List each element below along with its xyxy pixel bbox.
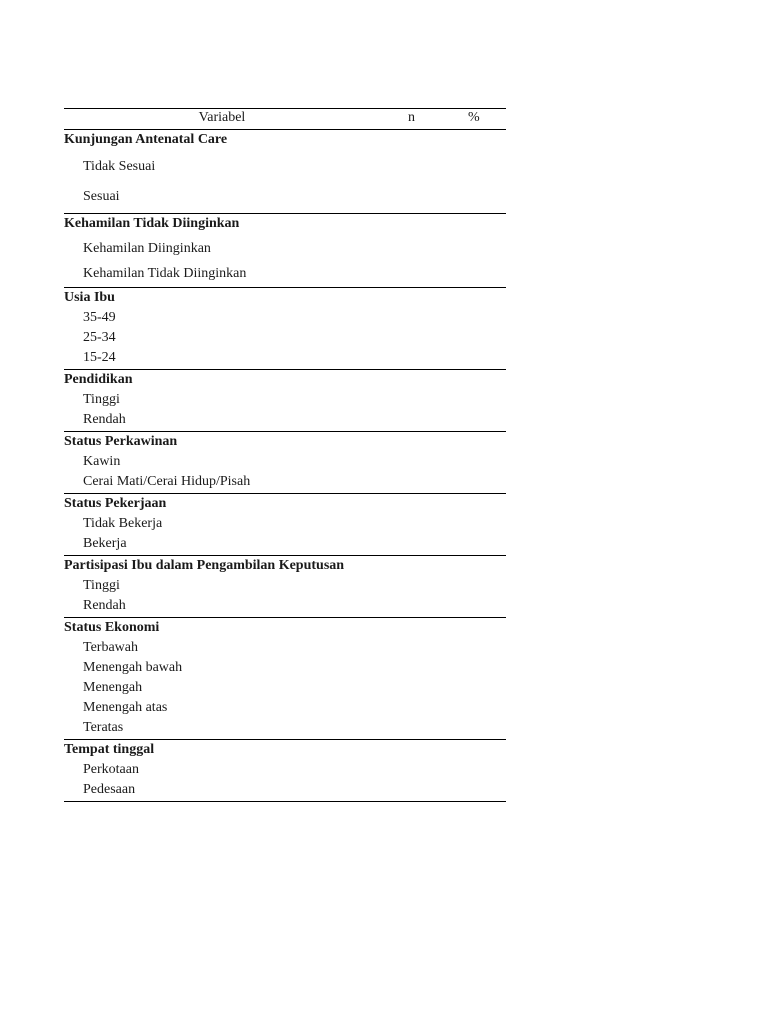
group-kehamilan-tidak-diinginkan: [64, 214, 506, 288]
list-item: Teratas: [83, 720, 124, 735]
group-pendidikan: [64, 370, 506, 432]
group-partisipasi-ibu: [64, 556, 506, 618]
variable-table: [64, 108, 506, 802]
list-item: Menengah bawah: [83, 660, 183, 675]
list-item: Perkotaan: [83, 762, 139, 777]
list-item: Terbawah: [83, 640, 138, 655]
group-status-perkawinan: [64, 432, 506, 494]
list-item: Kehamilan Diinginkan: [83, 241, 211, 256]
group-title: Usia Ibu: [64, 290, 115, 305]
list-item: Menengah atas: [83, 700, 168, 715]
list-item: Tidak Sesuai: [83, 159, 156, 174]
group-title: Pendidikan: [64, 372, 133, 387]
list-item: Bekerja: [83, 536, 127, 551]
list-item: Tidak Bekerja: [83, 516, 163, 531]
list-item: Cerai Mati/Cerai Hidup/Pisah: [83, 474, 251, 489]
group-kunjungan-antenatal-care: [64, 130, 506, 214]
list-item: Kehamilan Tidak Diinginkan: [83, 266, 247, 281]
group-title: Kehamilan Tidak Diinginkan: [64, 216, 240, 231]
list-item: Menengah: [83, 680, 143, 695]
list-item: 25-34: [83, 330, 116, 345]
header-variable: Variabel: [198, 110, 246, 125]
group-title: Kunjungan Antenatal Care: [64, 132, 228, 147]
group-title: Status Perkawinan: [64, 434, 178, 449]
header-n: n: [408, 110, 415, 125]
list-item: Rendah: [83, 598, 126, 613]
group-title: Partisipasi Ibu dalam Pengambilan Keputusan: [64, 558, 345, 573]
table-header: [64, 109, 506, 130]
group-usia-ibu: [64, 288, 506, 370]
list-item: Sesuai: [83, 189, 120, 204]
group-status-ekonomi: [64, 618, 506, 740]
group-title: Tempat tinggal: [64, 742, 155, 757]
group-title: Status Ekonomi: [64, 620, 160, 635]
header-percent: %: [468, 110, 480, 125]
list-item: Pedesaan: [83, 782, 136, 797]
list-item: Rendah: [83, 412, 126, 427]
group-status-pekerjaan: [64, 494, 506, 556]
list-item: Kawin: [83, 454, 121, 469]
list-item: 35-49: [83, 310, 116, 325]
list-item: Tinggi: [83, 578, 120, 593]
group-title: Status Pekerjaan: [64, 496, 167, 511]
list-item: 15-24: [83, 350, 116, 365]
list-item: Tinggi: [83, 392, 120, 407]
group-tempat-tinggal: [64, 740, 506, 802]
